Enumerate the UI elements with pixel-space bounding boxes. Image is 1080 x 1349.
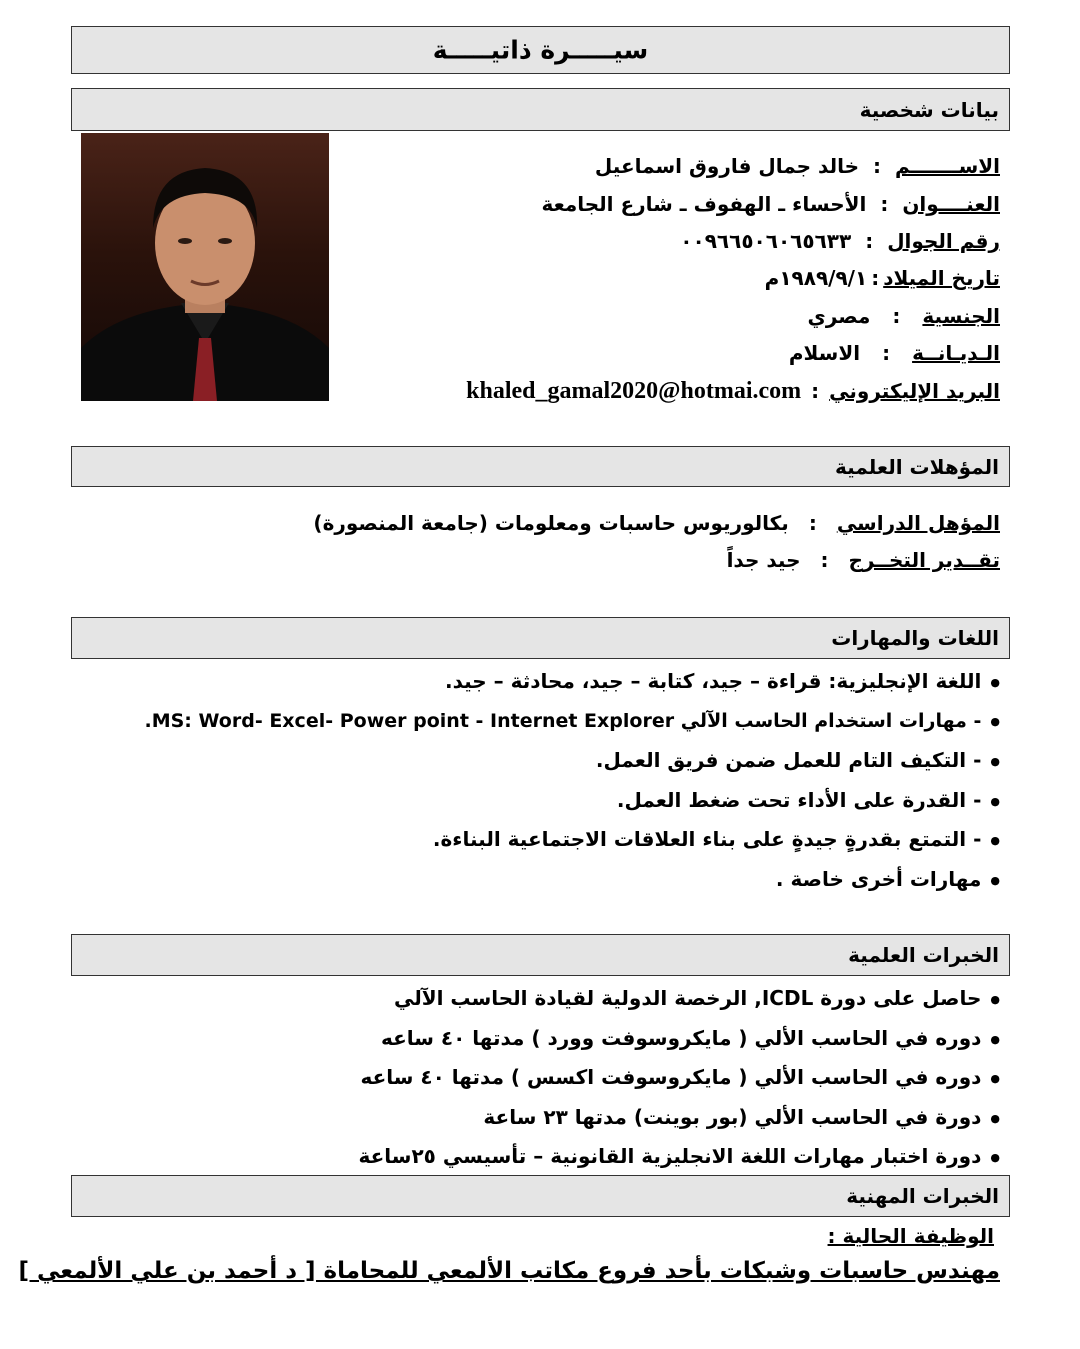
experience-list [359, 979, 1001, 1177]
list-item: ● - مهارات استخدام الحاسب الآلي MS: Word- Excel- Power point - Internet Explorer. [145, 702, 1001, 742]
list-item: ● حاصل على دورة ICDL, الرخصة الدولية لقيادة الحاسب الآلي [359, 979, 1001, 1019]
list-item: ● مهارات أخرى خاصة . [145, 860, 1001, 900]
list-item: ● - التمتع بقدرةٍ جيدةٍ على بناء العلاقات الاجتماعية البناءة. [145, 820, 1001, 860]
field-label: الاســـــــم [895, 154, 1000, 178]
current-job-label: الوظيفة الحالية : [827, 1224, 994, 1248]
section-header-professional [71, 1175, 1010, 1217]
section-title-experience: الخبرات العلمية [848, 943, 999, 967]
person-photo-icon [81, 133, 329, 401]
field-label: البريد الإليكتروني [829, 379, 1000, 403]
current-job: مهندس حاسبات وشبكات بأحد فروع مكاتب الألمعي للمحاماة [ د أحمد بن علي الألمعي ] [18, 1258, 1000, 1284]
field-mobile: رقم الجوال:٠٠٩٦٦٥٠٦٠٦٥٦٣٣ [680, 229, 1000, 253]
person-photo [81, 133, 329, 401]
list-item: ● دورة في الحاسب الألي (بور بوينت) مدتها ٢٣ ساعة [359, 1098, 1001, 1138]
list-item: ● دوره في الحاسب الألي ( مايكروسوفت وورد ) مدتها ٤٠ ساعه [359, 1019, 1001, 1059]
skills-list [145, 662, 1001, 899]
field-value: بكالوريوس حاسبات ومعلومات (جامعة المنصورة) [313, 511, 789, 535]
document-title-bar [71, 26, 1010, 74]
list-item: ● اللغة الإنجليزية: قراءة – جيد، كتابة – جيد، محادثة – جيد. [145, 662, 1001, 702]
field-value: ٠٠٩٦٦٥٠٦٠٦٥٦٣٣ [680, 229, 852, 253]
field-label: رقم الجوال [887, 229, 1000, 253]
list-item: ● دوره في الحاسب الألي ( مايكروسوفت اكسس ) مدتها ٤٠ ساعه [359, 1058, 1001, 1098]
list-item: ● - التكيف التام للعمل ضمن فريق العمل. [145, 741, 1001, 781]
field-religion: الـديـانــة:الاسلام [788, 341, 1000, 365]
section-title-skills: اللغات والمهارات [831, 626, 999, 650]
section-title-qualifications: المؤهلات العلمية [835, 454, 999, 479]
section-header-qualifications [71, 446, 1010, 487]
section-header-personal [71, 88, 1010, 131]
list-item: ● - القدرة على الأداء تحت ضغط العمل. [145, 781, 1001, 821]
current-job-label-row [828, 1222, 994, 1250]
section-header-experience [71, 934, 1010, 976]
field-label: الجنسية [922, 304, 1000, 328]
section-title-professional: الخبرات المهنية [846, 1184, 999, 1208]
field-nationality: الجنسية:مصري [807, 304, 1000, 328]
section-header-skills [71, 617, 1010, 659]
field-label: تاريخ الميلاد [883, 266, 1000, 290]
field-degree: المؤهل الدراسي:بكالوريوس حاسبات ومعلومات (جامعة المنصورة) [313, 511, 1000, 535]
field-value: جيد جداً [726, 548, 801, 572]
field-grade: تقــدير التخــرج:جيد جداً [726, 548, 1000, 572]
field-value: خالد جمال فاروق اسماعيل [594, 154, 860, 178]
field-label: المؤهل الدراسي [836, 511, 1000, 535]
document-title: سيـــــرة ذاتيـــــة [432, 35, 649, 65]
field-value: الأحساء ـ الهفوف ـ شارع الجامعة [541, 192, 867, 216]
field-value: مصري [807, 304, 871, 328]
field-value: ١٩٨٩/٩/١م [764, 266, 868, 290]
field-label: العنــــوان [902, 192, 1000, 216]
field-email: البريد الإليكتروني:khaled_gamal2020@hotmai.com [466, 378, 1000, 404]
section-title-personal: بيانات شخصية [859, 97, 999, 122]
field-birthdate: تاريخ الميلاد:١٩٨٩/٩/١م [764, 266, 1000, 290]
field-label: تقــدير التخــرج [848, 548, 1000, 572]
field-address: العنــــوان:الأحساء ـ الهفوف ـ شارع الجامعة [541, 192, 1000, 216]
email-link[interactable]: khaled_gamal2020@hotmai.com [466, 378, 802, 404]
list-item: ● دورة اختبار مهارات اللغة الانجليزية القانونية – تأسيسي ٢٥ساعة [359, 1137, 1001, 1177]
field-name: الاســـــــم:خالد جمال فاروق اسماعيل [594, 154, 1000, 178]
field-value: الاسلام [788, 341, 861, 365]
field-label: الـديـانــة [912, 341, 1000, 365]
